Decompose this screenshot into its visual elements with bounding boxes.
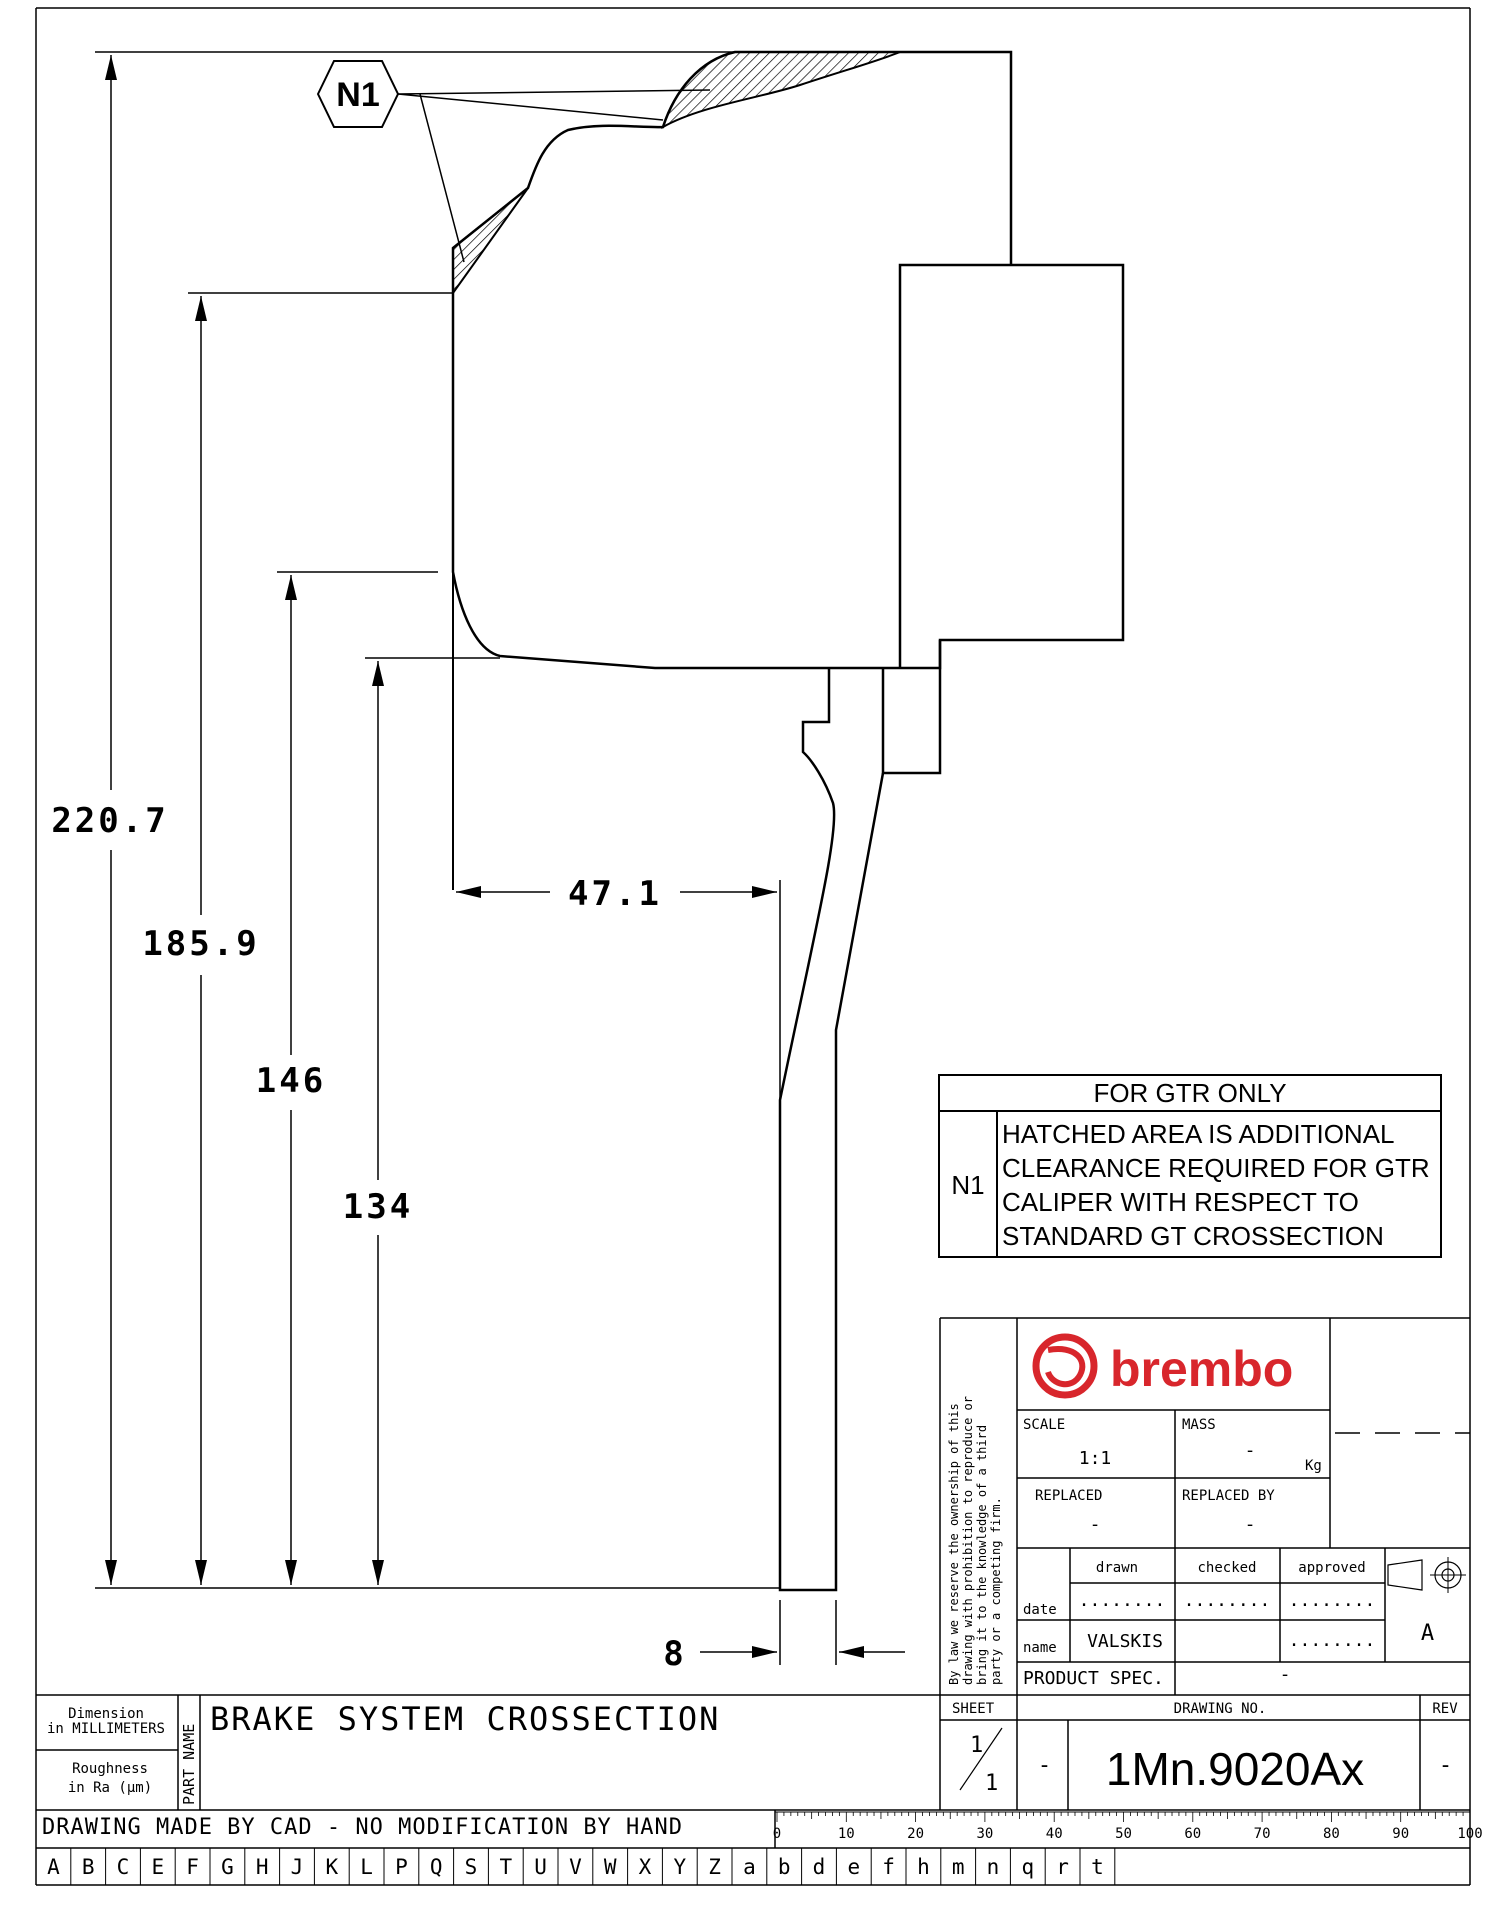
note-box-line: CLEARANCE REQUIRED FOR GTR — [1002, 1153, 1430, 1183]
letter-cell: U — [534, 1855, 547, 1879]
dimension-units-label: Dimension — [68, 1706, 144, 1722]
letter-cell: S — [464, 1855, 478, 1879]
date-label: date — [1023, 1602, 1057, 1618]
dimension-offset-value: 47.1 — [568, 874, 662, 914]
letter-cell: A — [47, 1855, 60, 1879]
drawing-number: 1Mn.9020Ax — [1105, 1743, 1365, 1795]
replaced-by-value: - — [1244, 1514, 1256, 1535]
letter-cell: b — [777, 1855, 791, 1879]
ruler-label: 20 — [907, 1826, 925, 1842]
letter-cell: Z — [708, 1855, 721, 1879]
dimension-overall-height-value: 220.7 — [51, 801, 169, 841]
letter-cell: e — [847, 1855, 861, 1879]
scale-ruler — [773, 1812, 1483, 1842]
letter-cell: T — [499, 1855, 513, 1879]
ruler-label: 30 — [976, 1826, 994, 1842]
date-approved-dots: ........ — [1288, 1590, 1376, 1611]
sheet-label: SHEET — [952, 1701, 995, 1717]
dimension-height-3-value: 146 — [255, 1061, 327, 1101]
letter-cell: F — [186, 1855, 199, 1879]
name-approved-dots: ........ — [1288, 1630, 1376, 1651]
roughness-units-label: Roughness — [72, 1761, 148, 1777]
letter-cell: G — [221, 1855, 234, 1879]
n1-callout — [318, 61, 710, 262]
scale-label: SCALE — [1023, 1417, 1066, 1433]
dimension-height-3 — [256, 572, 438, 1585]
roughness-units-label: in Ra (µm) — [67, 1780, 153, 1796]
checked-label: checked — [1197, 1560, 1257, 1576]
product-spec-label: PRODUCT SPEC. — [1023, 1668, 1164, 1689]
note-box-line: CALIPER WITH RESPECT TO — [1002, 1187, 1359, 1217]
part-name-label: PART NAME — [180, 1723, 198, 1805]
legal-line: party or a competing firm. — [989, 1497, 1003, 1685]
ruler-label: 0 — [772, 1826, 782, 1842]
drawn-label: drawn — [1095, 1560, 1139, 1576]
note-box-header: FOR GTR ONLY — [1093, 1078, 1287, 1108]
ruler-label: 90 — [1392, 1826, 1410, 1842]
note-box-line: HATCHED AREA IS ADDITIONAL — [1002, 1119, 1395, 1149]
date-checked-dots: ........ — [1183, 1590, 1271, 1611]
note-box-line: STANDARD GT CROSSECTION — [1002, 1221, 1384, 1251]
letter-cell: q — [1021, 1855, 1035, 1879]
letter-cell: a — [743, 1855, 756, 1879]
dimension-height-2-value: 185.9 — [142, 924, 260, 964]
dimension-overall-height — [51, 52, 780, 1588]
letter-cell: E — [151, 1855, 165, 1879]
letter-cell: H — [255, 1855, 269, 1879]
mass-label: MASS — [1182, 1417, 1216, 1433]
dimension-thickness — [663, 1600, 905, 1674]
letter-cell: m — [951, 1855, 965, 1879]
sheet-dash: - — [1037, 1753, 1053, 1778]
name-label: name — [1023, 1640, 1057, 1656]
title-block — [36, 1318, 1483, 1885]
letter-cell: X — [638, 1855, 652, 1879]
crossection-outline — [453, 52, 1123, 1590]
note-box — [939, 1075, 1441, 1257]
ruler-label: 80 — [1322, 1826, 1340, 1842]
letter-cell: B — [81, 1855, 95, 1879]
sheet-number: 1 — [970, 1733, 985, 1758]
dimension-height-4 — [343, 658, 500, 1585]
replaced-value: - — [1089, 1514, 1101, 1535]
letter-cell: L — [360, 1855, 373, 1879]
product-spec-value: - — [1279, 1664, 1291, 1685]
ruler-label: 60 — [1184, 1826, 1202, 1842]
projection-symbol-icon — [1388, 1557, 1466, 1593]
dimension-thickness-value: 8 — [663, 1634, 687, 1674]
drawn-name: VALSKIS — [1087, 1631, 1163, 1652]
cad-note: DRAWING MADE BY CAD - NO MODIFICATION BY HAND — [42, 1815, 684, 1840]
part-name: BRAKE SYSTEM CROSSECTION — [210, 1700, 721, 1738]
letter-cell: K — [325, 1855, 339, 1879]
legal-notice — [947, 1396, 1003, 1685]
dimension-height-2 — [142, 293, 453, 1585]
note-box-tag: N1 — [951, 1170, 985, 1200]
letter-cell: Y — [673, 1855, 687, 1879]
legal-line: bring it to the knowledge of a third — [975, 1424, 989, 1685]
scale-value: 1:1 — [1078, 1448, 1112, 1469]
letter-cell: h — [917, 1855, 930, 1879]
brand-name: brembo — [1110, 1341, 1294, 1397]
ruler-label: 10 — [837, 1826, 855, 1842]
ruler-label: 50 — [1115, 1826, 1132, 1842]
dimension-height-4-value: 134 — [342, 1187, 414, 1227]
letter-reference-row — [47, 1848, 1115, 1885]
letter-cell: J — [290, 1855, 304, 1879]
sheet-total: 1 — [985, 1771, 1000, 1796]
letter-cell: V — [569, 1855, 582, 1879]
replaced-by-label: REPLACED BY — [1182, 1488, 1275, 1504]
letter-cell: d — [812, 1855, 826, 1879]
ruler-label: 40 — [1045, 1826, 1063, 1842]
drawing-no-label: DRAWING NO. — [1173, 1701, 1267, 1717]
hatched-clearance-area — [453, 52, 900, 293]
legal-line: drawing with prohibition to reproduce or — [961, 1396, 975, 1685]
brembo-logo — [1036, 1337, 1293, 1397]
dimension-units-label: in MILLIMETERS — [46, 1721, 166, 1737]
letter-cell: f — [882, 1855, 895, 1879]
ruler-label: 70 — [1253, 1826, 1271, 1842]
letter-cell: n — [986, 1855, 1000, 1879]
rev-value: - — [1438, 1753, 1454, 1778]
revision-letter: A — [1420, 1621, 1436, 1646]
dimension-offset — [456, 874, 780, 1100]
letter-cell: C — [116, 1855, 130, 1879]
replaced-label: REPLACED — [1035, 1488, 1103, 1504]
letter-cell: Q — [429, 1855, 443, 1879]
letter-cell: P — [395, 1855, 408, 1879]
letter-cell: t — [1091, 1855, 1104, 1879]
ruler-label: 100 — [1457, 1826, 1483, 1842]
legal-line: By law we reserve the ownership of this — [947, 1403, 961, 1685]
letter-cell: W — [603, 1855, 617, 1879]
approved-label: approved — [1298, 1560, 1366, 1576]
date-drawn-dots: ........ — [1078, 1590, 1166, 1611]
mass-unit: Kg — [1305, 1458, 1322, 1474]
n1-tag-text: N1 — [336, 76, 380, 114]
mass-value: - — [1244, 1440, 1256, 1461]
rev-label: REV — [1432, 1701, 1458, 1717]
letter-cell: r — [1056, 1855, 1069, 1879]
